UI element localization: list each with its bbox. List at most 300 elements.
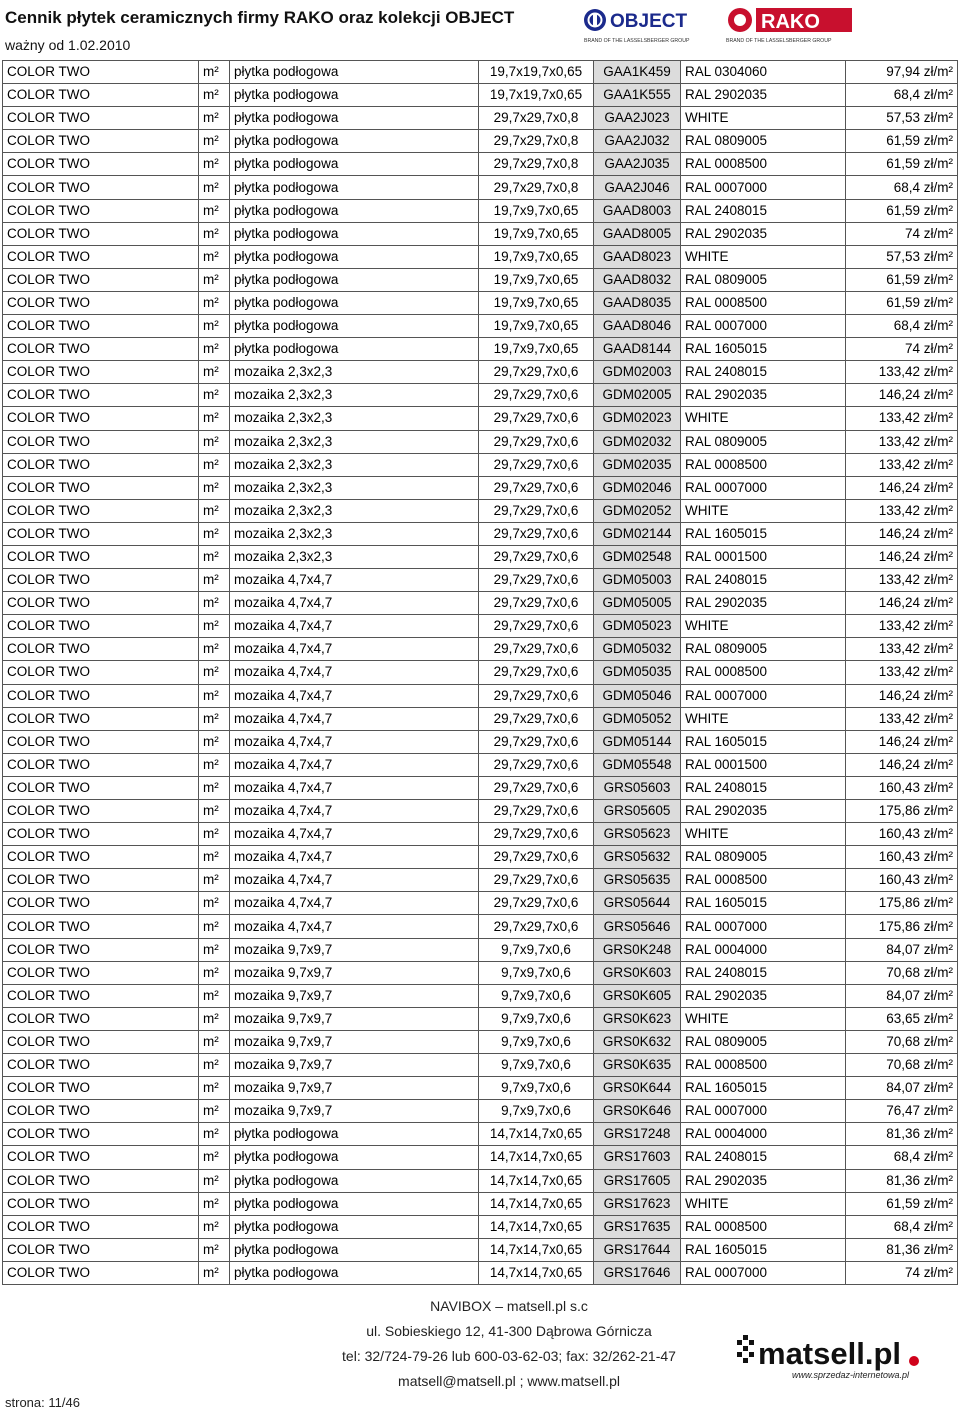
object-logo-tagline: BRAND OF THE LASSELSBERGER GROUP (584, 38, 690, 44)
cell-color: RAL 0809005 (681, 846, 846, 869)
matsell-logo (734, 1332, 954, 1392)
cell-product-code: GRS0K644 (594, 1077, 681, 1100)
cell-description: mozaika 9,7x9,7 (230, 938, 479, 961)
cell-product-code: GRS17623 (594, 1192, 681, 1215)
cell-description: mozaika 4,7x4,7 (230, 684, 479, 707)
cell-product-code: GDM05035 (594, 661, 681, 684)
cell-color: WHITE (681, 1192, 846, 1215)
table-row (3, 846, 958, 869)
cell-price: 133,42 zł/m² (846, 499, 958, 522)
cell-color: RAL 2902035 (681, 800, 846, 823)
cell-unit: m² (199, 453, 230, 476)
cell-color: RAL 0008500 (681, 153, 846, 176)
table-row (3, 707, 958, 730)
table-row (3, 1123, 958, 1146)
cell-product-code: GRS17644 (594, 1238, 681, 1261)
cell-price: 133,42 zł/m² (846, 407, 958, 430)
cell-dimensions: 29,7x29,7x0,6 (479, 661, 594, 684)
cell-dimensions: 29,7x29,7x0,6 (479, 869, 594, 892)
cell-collection: COLOR TWO (3, 984, 199, 1007)
cell-product-code: GDM02052 (594, 499, 681, 522)
cell-product-code: GRS17603 (594, 1146, 681, 1169)
cell-color: WHITE (681, 1007, 846, 1030)
cell-product-code: GAA1K555 (594, 84, 681, 107)
cell-product-code: GRS0K603 (594, 961, 681, 984)
table-row (3, 661, 958, 684)
cell-collection: COLOR TWO (3, 1123, 199, 1146)
cell-dimensions: 19,7x9,7x0,65 (479, 199, 594, 222)
cell-color: RAL 0008500 (681, 661, 846, 684)
cell-dimensions: 9,7x9,7x0,6 (479, 1077, 594, 1100)
cell-color: RAL 0809005 (681, 268, 846, 291)
cell-product-code: GRS0K635 (594, 1054, 681, 1077)
table-row (3, 1169, 958, 1192)
cell-price: 133,42 zł/m² (846, 453, 958, 476)
cell-collection: COLOR TWO (3, 107, 199, 130)
cell-price: 160,43 zł/m² (846, 823, 958, 846)
cell-unit: m² (199, 869, 230, 892)
cell-price: 68,4 zł/m² (846, 84, 958, 107)
cell-collection: COLOR TWO (3, 361, 199, 384)
cell-collection: COLOR TWO (3, 61, 199, 84)
cell-color: RAL 0007000 (681, 176, 846, 199)
cell-price: 175,86 zł/m² (846, 800, 958, 823)
cell-color: RAL 0809005 (681, 130, 846, 153)
table-row (3, 984, 958, 1007)
cell-dimensions: 19,7x9,7x0,65 (479, 315, 594, 338)
cell-collection: COLOR TWO (3, 522, 199, 545)
cell-description: płytka podłogowa (230, 107, 479, 130)
cell-product-code: GRS0K632 (594, 1030, 681, 1053)
object-logo-text: OBJECT (610, 11, 688, 32)
cell-price: 133,42 zł/m² (846, 615, 958, 638)
cell-color: RAL 0809005 (681, 638, 846, 661)
cell-price: 74 zł/m² (846, 338, 958, 361)
cell-collection: COLOR TWO (3, 1192, 199, 1215)
cell-unit: m² (199, 61, 230, 84)
cell-dimensions: 29,7x29,7x0,6 (479, 823, 594, 846)
cell-unit: m² (199, 1169, 230, 1192)
cell-unit: m² (199, 1100, 230, 1123)
cell-description: płytka podłogowa (230, 1238, 479, 1261)
cell-description: płytka podłogowa (230, 176, 479, 199)
cell-dimensions: 9,7x9,7x0,6 (479, 1100, 594, 1123)
matsell-logo-text: matsell.pl (758, 1336, 901, 1371)
cell-color: RAL 0004000 (681, 938, 846, 961)
cell-color: RAL 2408015 (681, 961, 846, 984)
table-row (3, 361, 958, 384)
cell-product-code: GRS05644 (594, 892, 681, 915)
cell-product-code: GDM05548 (594, 753, 681, 776)
table-row (3, 430, 958, 453)
cell-unit: m² (199, 268, 230, 291)
cell-dimensions: 29,7x29,7x0,6 (479, 361, 594, 384)
cell-dimensions: 9,7x9,7x0,6 (479, 1030, 594, 1053)
cell-collection: COLOR TWO (3, 130, 199, 153)
cell-dimensions: 29,7x29,7x0,6 (479, 776, 594, 799)
table-row (3, 615, 958, 638)
table-row (3, 961, 958, 984)
table-row (3, 1238, 958, 1261)
cell-dimensions: 29,7x29,7x0,6 (479, 545, 594, 568)
cell-price: 84,07 zł/m² (846, 1077, 958, 1100)
cell-collection: COLOR TWO (3, 153, 199, 176)
cell-collection: COLOR TWO (3, 823, 199, 846)
cell-unit: m² (199, 892, 230, 915)
cell-unit: m² (199, 661, 230, 684)
cell-description: płytka podłogowa (230, 291, 479, 314)
table-row (3, 684, 958, 707)
cell-color: WHITE (681, 107, 846, 130)
table-row (3, 315, 958, 338)
cell-unit: m² (199, 823, 230, 846)
cell-price: 61,59 zł/m² (846, 1192, 958, 1215)
cell-unit: m² (199, 569, 230, 592)
rako-logo-text: RAKO (761, 11, 820, 33)
cell-price: 175,86 zł/m² (846, 915, 958, 938)
cell-product-code: GAAD8023 (594, 245, 681, 268)
cell-description: mozaika 2,3x2,3 (230, 361, 479, 384)
page-title: Cennik płytek ceramicznych firmy RAKO oraz kolekcji OBJECT (5, 8, 515, 27)
cell-collection: COLOR TWO (3, 453, 199, 476)
cell-description: mozaika 2,3x2,3 (230, 407, 479, 430)
cell-product-code: GDM02032 (594, 430, 681, 453)
cell-color: RAL 0008500 (681, 1054, 846, 1077)
cell-collection: COLOR TWO (3, 1077, 199, 1100)
rako-logo (724, 4, 859, 46)
cell-unit: m² (199, 753, 230, 776)
footer-phone: tel: 32/724-79-26 lub 600-03-62-03; fax: 32/262-21-47 (342, 1348, 676, 1364)
cell-collection: COLOR TWO (3, 268, 199, 291)
cell-color: RAL 0008500 (681, 453, 846, 476)
cell-color: RAL 2902035 (681, 592, 846, 615)
table-row (3, 1054, 958, 1077)
footer-email: matsell@matsell.pl ; www.matsell.pl (398, 1373, 620, 1389)
cell-price: 160,43 zł/m² (846, 846, 958, 869)
table-row (3, 176, 958, 199)
cell-product-code: GDM05023 (594, 615, 681, 638)
cell-product-code: GAAD8144 (594, 338, 681, 361)
cell-description: płytka podłogowa (230, 84, 479, 107)
cell-description: mozaika 4,7x4,7 (230, 800, 479, 823)
page-number: strona: 11/46 (5, 1395, 80, 1410)
cell-dimensions: 29,7x29,7x0,6 (479, 522, 594, 545)
cell-price: 81,36 zł/m² (846, 1238, 958, 1261)
cell-description: mozaika 4,7x4,7 (230, 592, 479, 615)
cell-unit: m² (199, 846, 230, 869)
cell-unit: m² (199, 592, 230, 615)
cell-price: 76,47 zł/m² (846, 1100, 958, 1123)
cell-price: 133,42 zł/m² (846, 430, 958, 453)
cell-dimensions: 14,7x14,7x0,65 (479, 1238, 594, 1261)
cell-price: 133,42 zł/m² (846, 661, 958, 684)
cell-price: 97,94 zł/m² (846, 61, 958, 84)
cell-color: RAL 0004000 (681, 1123, 846, 1146)
cell-dimensions: 9,7x9,7x0,6 (479, 938, 594, 961)
cell-description: mozaika 4,7x4,7 (230, 661, 479, 684)
cell-description: mozaika 4,7x4,7 (230, 823, 479, 846)
cell-description: mozaika 2,3x2,3 (230, 476, 479, 499)
cell-collection: COLOR TWO (3, 776, 199, 799)
cell-unit: m² (199, 315, 230, 338)
object-logo (582, 4, 707, 46)
cell-price: 146,24 zł/m² (846, 753, 958, 776)
table-row (3, 476, 958, 499)
table-row (3, 499, 958, 522)
cell-color: RAL 0007000 (681, 315, 846, 338)
cell-description: mozaika 4,7x4,7 (230, 915, 479, 938)
table-row (3, 1192, 958, 1215)
cell-product-code: GAA2J046 (594, 176, 681, 199)
cell-product-code: GDM05052 (594, 707, 681, 730)
table-row (3, 592, 958, 615)
cell-collection: COLOR TWO (3, 245, 199, 268)
footer-address: ul. Sobieskiego 12, 41-300 Dąbrowa Górnicza (366, 1323, 652, 1339)
cell-price: 175,86 zł/m² (846, 892, 958, 915)
cell-price: 146,24 zł/m² (846, 730, 958, 753)
cell-description: płytka podłogowa (230, 1192, 479, 1215)
table-row (3, 130, 958, 153)
cell-collection: COLOR TWO (3, 222, 199, 245)
cell-product-code: GRS0K646 (594, 1100, 681, 1123)
cell-color: RAL 2902035 (681, 222, 846, 245)
cell-price: 133,42 zł/m² (846, 569, 958, 592)
table-row (3, 892, 958, 915)
cell-description: mozaika 4,7x4,7 (230, 846, 479, 869)
cell-collection: COLOR TWO (3, 315, 199, 338)
cell-unit: m² (199, 130, 230, 153)
cell-product-code: GAA1K459 (594, 61, 681, 84)
cell-description: mozaika 4,7x4,7 (230, 776, 479, 799)
cell-dimensions: 29,7x29,7x0,6 (479, 430, 594, 453)
table-row (3, 384, 958, 407)
cell-dimensions: 14,7x14,7x0,65 (479, 1192, 594, 1215)
cell-unit: m² (199, 430, 230, 453)
cell-color: RAL 0008500 (681, 291, 846, 314)
cell-product-code: GRS05603 (594, 776, 681, 799)
cell-color: RAL 0007000 (681, 1100, 846, 1123)
cell-price: 81,36 zł/m² (846, 1169, 958, 1192)
cell-description: płytka podłogowa (230, 199, 479, 222)
table-row (3, 1215, 958, 1238)
price-table (2, 60, 958, 1285)
cell-collection: COLOR TWO (3, 545, 199, 568)
cell-description: płytka podłogowa (230, 245, 479, 268)
cell-collection: COLOR TWO (3, 615, 199, 638)
matsell-logo-caption: www.sprzedaz-internetowa.pl (792, 1370, 910, 1380)
table-row (3, 730, 958, 753)
cell-description: mozaika 4,7x4,7 (230, 569, 479, 592)
cell-description: mozaika 4,7x4,7 (230, 638, 479, 661)
cell-dimensions: 29,7x29,7x0,6 (479, 499, 594, 522)
cell-unit: m² (199, 1123, 230, 1146)
cell-dimensions: 29,7x29,7x0,8 (479, 130, 594, 153)
cell-product-code: GRS17605 (594, 1169, 681, 1192)
cell-dimensions: 19,7x9,7x0,65 (479, 245, 594, 268)
cell-collection: COLOR TWO (3, 753, 199, 776)
cell-product-code: GAA2J032 (594, 130, 681, 153)
cell-product-code: GRS17248 (594, 1123, 681, 1146)
cell-collection: COLOR TWO (3, 661, 199, 684)
cell-color: WHITE (681, 707, 846, 730)
cell-price: 74 zł/m² (846, 1261, 958, 1284)
cell-description: mozaika 9,7x9,7 (230, 1100, 479, 1123)
cell-collection: COLOR TWO (3, 1054, 199, 1077)
cell-price: 61,59 zł/m² (846, 130, 958, 153)
cell-color: RAL 2408015 (681, 776, 846, 799)
cell-product-code: GRS0K623 (594, 1007, 681, 1030)
cell-color: RAL 0008500 (681, 1215, 846, 1238)
cell-dimensions: 19,7x9,7x0,65 (479, 268, 594, 291)
table-row (3, 938, 958, 961)
cell-unit: m² (199, 199, 230, 222)
cell-product-code: GDM02046 (594, 476, 681, 499)
cell-color: RAL 1605015 (681, 1238, 846, 1261)
cell-product-code: GAAD8005 (594, 222, 681, 245)
cell-collection: COLOR TWO (3, 1100, 199, 1123)
cell-unit: m² (199, 338, 230, 361)
cell-collection: COLOR TWO (3, 338, 199, 361)
cell-unit: m² (199, 476, 230, 499)
cell-color: RAL 2902035 (681, 84, 846, 107)
table-row (3, 1030, 958, 1053)
cell-product-code: GDM02005 (594, 384, 681, 407)
page-header (0, 0, 960, 60)
cell-color: RAL 1605015 (681, 892, 846, 915)
table-row (3, 522, 958, 545)
cell-color: RAL 1605015 (681, 338, 846, 361)
cell-price: 160,43 zł/m² (846, 776, 958, 799)
cell-collection: COLOR TWO (3, 915, 199, 938)
valid-from-date: ważny od 1.02.2010 (5, 37, 131, 53)
cell-collection: COLOR TWO (3, 592, 199, 615)
cell-color: RAL 0001500 (681, 753, 846, 776)
cell-color: RAL 0007000 (681, 1261, 846, 1284)
cell-description: mozaika 4,7x4,7 (230, 730, 479, 753)
cell-collection: COLOR TWO (3, 384, 199, 407)
cell-dimensions: 29,7x29,7x0,6 (479, 915, 594, 938)
cell-unit: m² (199, 730, 230, 753)
cell-price: 133,42 zł/m² (846, 707, 958, 730)
cell-dimensions: 29,7x29,7x0,6 (479, 476, 594, 499)
cell-collection: COLOR TWO (3, 800, 199, 823)
cell-description: płytka podłogowa (230, 1123, 479, 1146)
cell-price: 68,4 zł/m² (846, 1215, 958, 1238)
cell-description: płytka podłogowa (230, 315, 479, 338)
cell-description: mozaika 4,7x4,7 (230, 615, 479, 638)
cell-collection: COLOR TWO (3, 430, 199, 453)
cell-unit: m² (199, 222, 230, 245)
cell-color: RAL 2408015 (681, 1146, 846, 1169)
cell-unit: m² (199, 707, 230, 730)
cell-collection: COLOR TWO (3, 684, 199, 707)
cell-color: RAL 2408015 (681, 569, 846, 592)
table-row (3, 153, 958, 176)
cell-dimensions: 19,7x9,7x0,65 (479, 222, 594, 245)
cell-product-code: GDM02035 (594, 453, 681, 476)
cell-product-code: GAAD8003 (594, 199, 681, 222)
cell-collection: COLOR TWO (3, 569, 199, 592)
table-row (3, 823, 958, 846)
table-row (3, 753, 958, 776)
cell-product-code: GDM02548 (594, 545, 681, 568)
cell-price: 146,24 zł/m² (846, 384, 958, 407)
cell-product-code: GAAD8032 (594, 268, 681, 291)
cell-product-code: GRS0K248 (594, 938, 681, 961)
cell-product-code: GDM02003 (594, 361, 681, 384)
cell-price: 68,4 zł/m² (846, 315, 958, 338)
cell-collection: COLOR TWO (3, 499, 199, 522)
cell-dimensions: 14,7x14,7x0,65 (479, 1169, 594, 1192)
cell-dimensions: 14,7x14,7x0,65 (479, 1146, 594, 1169)
cell-collection: COLOR TWO (3, 1215, 199, 1238)
table-row (3, 569, 958, 592)
cell-unit: m² (199, 361, 230, 384)
cell-description: mozaika 4,7x4,7 (230, 753, 479, 776)
cell-collection: COLOR TWO (3, 846, 199, 869)
cell-description: mozaika 2,3x2,3 (230, 453, 479, 476)
cell-color: RAL 2902035 (681, 384, 846, 407)
table-row (3, 84, 958, 107)
table-row (3, 407, 958, 430)
cell-unit: m² (199, 684, 230, 707)
cell-color: RAL 0008500 (681, 869, 846, 892)
cell-price: 57,53 zł/m² (846, 107, 958, 130)
cell-description: płytka podłogowa (230, 1146, 479, 1169)
cell-price: 146,24 zł/m² (846, 545, 958, 568)
cell-color: RAL 0007000 (681, 476, 846, 499)
cell-unit: m² (199, 1238, 230, 1261)
cell-dimensions: 29,7x29,7x0,6 (479, 753, 594, 776)
cell-description: płytka podłogowa (230, 1169, 479, 1192)
table-row (3, 1146, 958, 1169)
cell-dimensions: 29,7x29,7x0,6 (479, 846, 594, 869)
cell-description: mozaika 9,7x9,7 (230, 984, 479, 1007)
cell-dimensions: 19,7x19,7x0,65 (479, 61, 594, 84)
cell-dimensions: 9,7x9,7x0,6 (479, 1054, 594, 1077)
cell-product-code: GRS17635 (594, 1215, 681, 1238)
cell-unit: m² (199, 638, 230, 661)
table-row (3, 338, 958, 361)
cell-product-code: GAA2J035 (594, 153, 681, 176)
cell-collection: COLOR TWO (3, 1146, 199, 1169)
cell-dimensions: 9,7x9,7x0,6 (479, 961, 594, 984)
cell-collection: COLOR TWO (3, 707, 199, 730)
cell-unit: m² (199, 1030, 230, 1053)
cell-dimensions: 29,7x29,7x0,8 (479, 153, 594, 176)
cell-price: 70,68 zł/m² (846, 961, 958, 984)
table-row (3, 453, 958, 476)
cell-dimensions: 29,7x29,7x0,6 (479, 384, 594, 407)
table-row (3, 545, 958, 568)
table-row (3, 776, 958, 799)
table-row (3, 107, 958, 130)
cell-color: RAL 0809005 (681, 430, 846, 453)
table-row (3, 1077, 958, 1100)
cell-dimensions: 19,7x9,7x0,65 (479, 338, 594, 361)
cell-unit: m² (199, 1192, 230, 1215)
cell-description: płytka podłogowa (230, 222, 479, 245)
cell-dimensions: 19,7x19,7x0,65 (479, 84, 594, 107)
cell-color: WHITE (681, 499, 846, 522)
cell-unit: m² (199, 1054, 230, 1077)
cell-price: 57,53 zł/m² (846, 245, 958, 268)
cell-collection: COLOR TWO (3, 291, 199, 314)
cell-dimensions: 29,7x29,7x0,6 (479, 800, 594, 823)
cell-product-code: GDM05005 (594, 592, 681, 615)
cell-color: WHITE (681, 615, 846, 638)
cell-product-code: GAA2J023 (594, 107, 681, 130)
